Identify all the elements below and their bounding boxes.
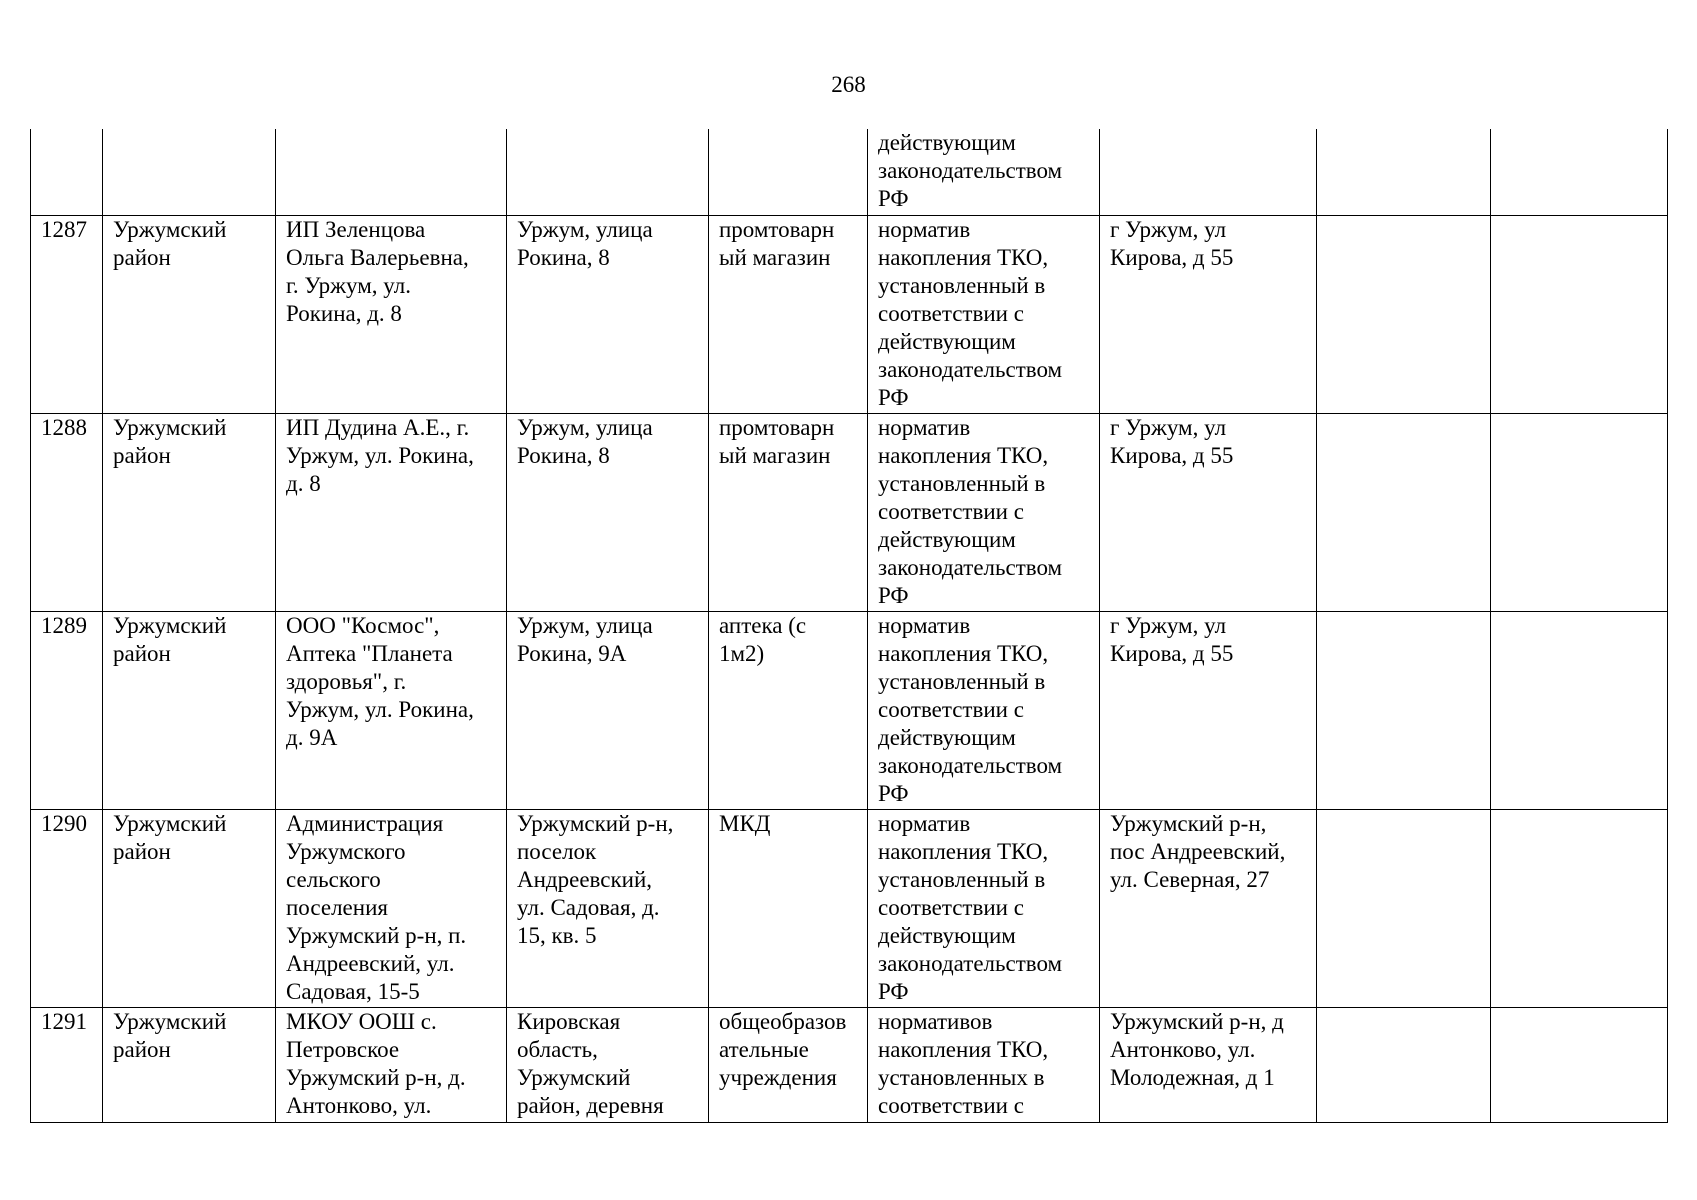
cell-organization: ИП Зеленцова Ольга Валерьевна, г. Уржум, ул. Рокина, д. 8	[276, 215, 507, 413]
cell-site: Уржумский р-н, д Антонково, ул. Молодежная, д 1	[1100, 1007, 1317, 1122]
cell-norm: нормативов накопления ТКО, установленных в соответствии с	[868, 1007, 1100, 1122]
cell-organization: ООО "Космос", Аптека "Планета здоровья", г. Уржум, ул. Рокина, д. 9А	[276, 611, 507, 809]
cell-district: Уржумский район	[103, 611, 276, 809]
cell-organization: МКОУ ООШ с. Петровское Уржумский р-н, д. Антонково, ул.	[276, 1007, 507, 1122]
cell-col9	[1491, 129, 1668, 215]
cell-col9	[1491, 611, 1668, 809]
cell-address: Уржум, улица Рокина, 8	[507, 413, 709, 611]
table-row	[31, 611, 1668, 809]
cell-col9	[1491, 413, 1668, 611]
cell-district: Уржумский район	[103, 809, 276, 1007]
page-number: 268	[831, 72, 866, 97]
cell-number: 1291	[31, 1007, 103, 1122]
cell-norm: действующим законодательством РФ	[868, 129, 1100, 215]
cell-district: Уржумский район	[103, 413, 276, 611]
cell-organization	[276, 129, 507, 215]
cell-address: Уржум, улица Рокина, 8	[507, 215, 709, 413]
cell-site: г Уржум, ул Кирова, д 55	[1100, 413, 1317, 611]
cell-site: Уржумский р-н, пос Андреевский, ул. Северная, 27	[1100, 809, 1317, 1007]
cell-col8	[1317, 1007, 1491, 1122]
cell-norm: норматив накопления ТКО, установленный в соответствии с действующим законодательством РФ	[868, 809, 1100, 1007]
cell-object-type: МКД	[709, 809, 868, 1007]
cell-norm: норматив накопления ТКО, установленный в соответствии с действующим законодательством РФ	[868, 413, 1100, 611]
cell-object-type: промтоварн ый магазин	[709, 215, 868, 413]
cell-norm: норматив накопления ТКО, установленный в соответствии с действующим законодательством РФ	[868, 215, 1100, 413]
cell-object-type: общеобразов ательные учреждения	[709, 1007, 868, 1122]
cell-number: 1288	[31, 413, 103, 611]
cell-col8	[1317, 809, 1491, 1007]
table-row	[31, 215, 1668, 413]
cell-site: г Уржум, ул Кирова, д 55	[1100, 215, 1317, 413]
cell-address: Уржум, улица Рокина, 9А	[507, 611, 709, 809]
cell-address	[507, 129, 709, 215]
table-row	[31, 129, 1668, 215]
cell-address: Уржумский р-н, поселок Андреевский, ул. Садовая, д. 15, кв. 5	[507, 809, 709, 1007]
cell-col9	[1491, 1007, 1668, 1122]
cell-number: 1287	[31, 215, 103, 413]
cell-object-type: аптека (с 1м2)	[709, 611, 868, 809]
cell-district: Уржумский район	[103, 215, 276, 413]
cell-number: 1290	[31, 809, 103, 1007]
cell-col8	[1317, 129, 1491, 215]
table-row	[31, 809, 1668, 1007]
cell-col9	[1491, 215, 1668, 413]
cell-norm: норматив накопления ТКО, установленный в соответствии с действующим законодательством РФ	[868, 611, 1100, 809]
cell-number: 1289	[31, 611, 103, 809]
cell-site: г Уржум, ул Кирова, д 55	[1100, 611, 1317, 809]
registry-table	[30, 129, 1668, 1123]
cell-col8	[1317, 215, 1491, 413]
cell-col8	[1317, 413, 1491, 611]
table-row	[31, 1007, 1668, 1122]
cell-col9	[1491, 809, 1668, 1007]
cell-organization: ИП Дудина А.Е., г. Уржум, ул. Рокина, д. 8	[276, 413, 507, 611]
cell-address: Кировская область, Уржумский район, деревня	[507, 1007, 709, 1122]
cell-district: Уржумский район	[103, 1007, 276, 1122]
cell-number	[31, 129, 103, 215]
cell-organization: Администрация Уржумского сельского поселения Уржумский р-н, п. Андреевский, ул. Садовая, 15-5	[276, 809, 507, 1007]
cell-col8	[1317, 611, 1491, 809]
table-row	[31, 413, 1668, 611]
cell-object-type: промтоварн ый магазин	[709, 413, 868, 611]
cell-district	[103, 129, 276, 215]
cell-site	[1100, 129, 1317, 215]
cell-object-type	[709, 129, 868, 215]
